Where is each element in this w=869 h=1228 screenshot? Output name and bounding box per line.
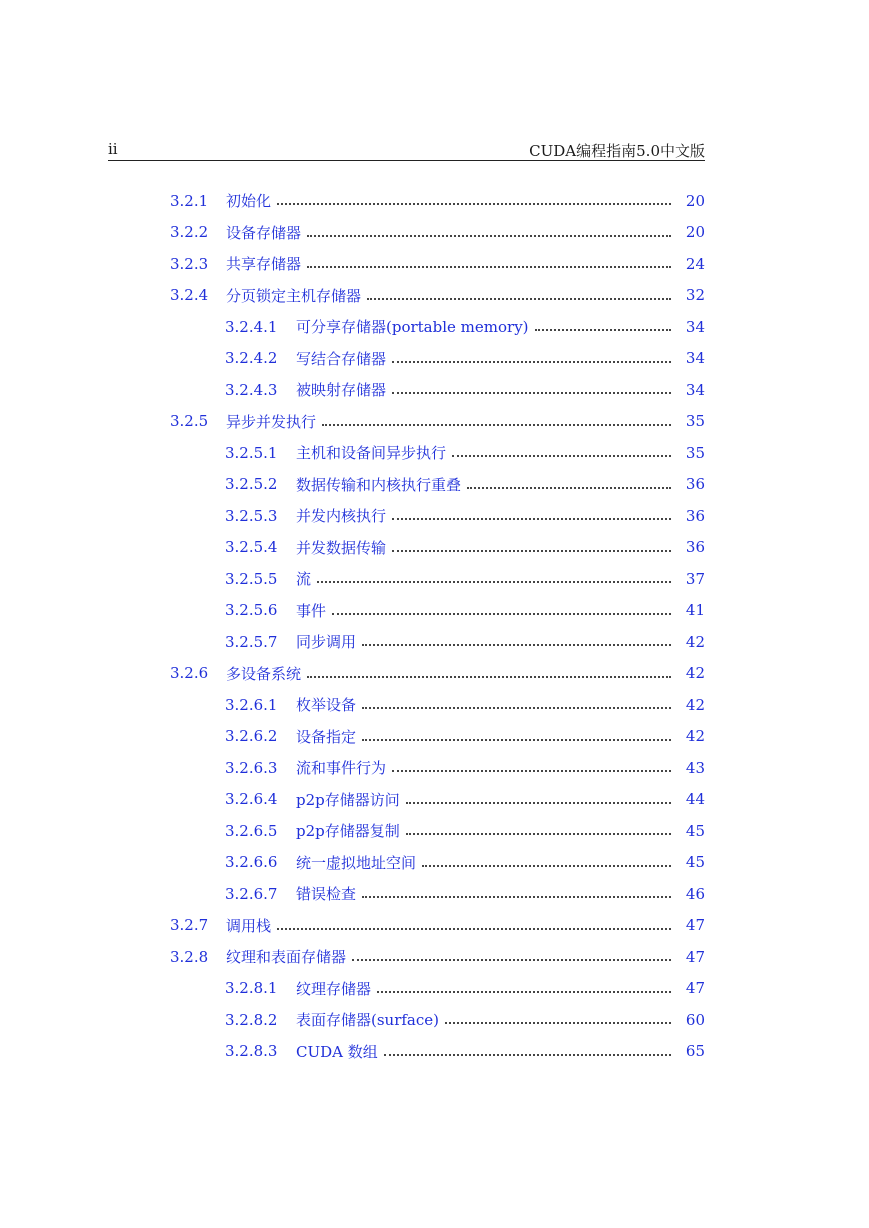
toc-entry-title: 同步调用: [296, 633, 357, 652]
toc-entry-number: 3.2.1: [170, 191, 209, 210]
toc-entry-number: 3.2.4: [170, 286, 209, 305]
toc-entry-page: 60: [685, 1010, 705, 1029]
toc-entry[interactable]: [170, 280, 705, 312]
toc-entry-page: 20: [685, 191, 705, 210]
toc-entry-title: 可分享存储器(portable memory): [296, 318, 529, 337]
toc-entry-number: 3.2.5.2: [225, 475, 278, 494]
dot-leader: [392, 503, 671, 520]
toc-entry-page: 34: [685, 380, 705, 399]
dot-leader: [352, 944, 671, 961]
toc-entry-number: 3.2.5.4: [225, 538, 278, 557]
toc-entry-page: 45: [685, 821, 705, 840]
toc-entry-number: 3.2.5.6: [225, 601, 278, 620]
toc-entry-page: 35: [685, 443, 705, 462]
toc-entry[interactable]: [225, 343, 705, 375]
toc-entry-title: 设备指定: [296, 727, 357, 746]
dot-leader: [307, 251, 671, 268]
toc-entry-number: 3.2.8.3: [225, 1042, 278, 1061]
dot-leader: [452, 440, 671, 457]
toc-entry-number: 3.2.6: [170, 664, 209, 683]
toc-entry-page: 42: [685, 632, 705, 651]
toc-entry-number: 3.2.4.1: [225, 317, 278, 336]
toc-entry-number: 3.2.6.3: [225, 758, 278, 777]
toc-entry-number: 3.2.6.7: [225, 884, 278, 903]
toc-entry[interactable]: [225, 469, 705, 501]
toc-entry[interactable]: [170, 217, 705, 249]
dot-leader: [367, 283, 671, 300]
page-number: ii: [108, 140, 118, 158]
toc-entry-title: 异步并发执行: [226, 412, 317, 431]
toc-entry-page: 20: [685, 223, 705, 242]
toc-entry[interactable]: [225, 1004, 705, 1036]
toc-entry-page: 36: [685, 538, 705, 557]
toc-entry-title: 主机和设备间异步执行: [296, 444, 447, 463]
toc-entry[interactable]: [225, 626, 705, 658]
toc-entry-title: 枚举设备: [296, 696, 357, 715]
dot-leader: [307, 661, 671, 678]
dot-leader: [406, 818, 671, 835]
toc-entry-page: 35: [685, 412, 705, 431]
toc-entry-number: 3.2.6.2: [225, 727, 278, 746]
toc-entry-title: 写结合存储器: [296, 349, 387, 368]
dot-leader: [362, 692, 671, 709]
toc-entry-title: 调用栈: [226, 916, 272, 935]
toc-entry[interactable]: [170, 941, 705, 973]
toc-entry-title: 数据传输和内核执行重叠: [296, 475, 462, 494]
toc-entry-title: 错误检查: [296, 885, 357, 904]
toc-entry[interactable]: [225, 815, 705, 847]
toc-entry[interactable]: [225, 437, 705, 469]
toc-entry[interactable]: [225, 689, 705, 721]
toc-entry-page: 45: [685, 853, 705, 872]
toc-entry[interactable]: [225, 374, 705, 406]
toc-entry-page: 42: [685, 727, 705, 746]
toc-entry-title: 流: [296, 570, 312, 589]
dot-leader: [362, 881, 671, 898]
toc-entry-page: 34: [685, 349, 705, 368]
dot-leader: [467, 472, 671, 489]
dot-leader: [445, 1007, 671, 1024]
toc-entry-number: 3.2.5.1: [225, 443, 278, 462]
toc-entry-title: p2p存储器复制: [296, 822, 400, 841]
dot-leader: [422, 850, 671, 867]
toc-entry-page: 47: [685, 916, 705, 935]
toc-entry-number: 3.2.2: [170, 223, 209, 242]
toc-entry-page: 24: [685, 254, 705, 273]
toc-entry-page: 34: [685, 317, 705, 336]
toc-entry-page: 36: [685, 506, 705, 525]
dot-leader: [384, 1039, 671, 1056]
dot-leader: [317, 566, 671, 583]
toc-entry[interactable]: [225, 595, 705, 627]
toc-entry-page: 42: [685, 695, 705, 714]
page-header: [108, 138, 705, 161]
toc-entry-number: 3.2.6.1: [225, 695, 278, 714]
dot-leader: [277, 188, 671, 205]
toc-entry-title: 统一虚拟地址空间: [296, 853, 417, 872]
toc-entry-number: 3.2.6.4: [225, 790, 278, 809]
toc-entry-title: 初始化: [226, 192, 272, 211]
toc-entry-title: CUDA 数组: [296, 1042, 378, 1061]
toc-entry[interactable]: [225, 784, 705, 816]
dot-leader: [392, 535, 671, 552]
toc-entry-number: 3.2.8.2: [225, 1010, 278, 1029]
toc-entry-title: 流和事件行为: [296, 759, 387, 778]
toc-entry-number: 3.2.5.5: [225, 569, 278, 588]
toc-entry-page: 47: [685, 979, 705, 998]
toc-entry-title: 共享存储器: [226, 255, 302, 274]
toc-entry-number: 3.2.5: [170, 412, 209, 431]
toc-entry-page: 37: [685, 569, 705, 588]
book-title: CUDA编程指南5.0中文版: [529, 142, 705, 160]
dot-leader: [392, 755, 671, 772]
dot-leader: [377, 976, 671, 993]
toc-entry-page: 41: [685, 601, 705, 620]
toc-entry-page: 43: [685, 758, 705, 777]
dot-leader: [332, 598, 671, 615]
toc-entry-title: 设备存储器: [226, 223, 302, 242]
toc-entry[interactable]: [225, 563, 705, 595]
toc-entry-page: 47: [685, 947, 705, 966]
toc-entry-title: 事件: [296, 601, 327, 620]
dot-leader: [362, 724, 671, 741]
dot-leader: [392, 346, 671, 363]
toc-entry-title: 表面存储器(surface): [296, 1011, 440, 1030]
toc-entry[interactable]: [225, 500, 705, 532]
toc-entry-title: 被映射存储器: [296, 381, 387, 400]
dot-leader: [535, 314, 671, 331]
toc-entry-title: 分页锁定主机存储器: [226, 286, 362, 305]
toc-entry-title: 多设备系统: [226, 664, 302, 683]
toc-entry-page: 36: [685, 475, 705, 494]
toc-entry-number: 3.2.8: [170, 947, 209, 966]
toc-entry[interactable]: [225, 847, 705, 879]
toc-entry-number: 3.2.6.6: [225, 853, 278, 872]
toc-entry-title: 纹理和表面存储器: [226, 948, 347, 967]
dot-leader: [362, 629, 671, 646]
toc-entry[interactable]: [170, 406, 705, 438]
toc-entry[interactable]: [225, 532, 705, 564]
dot-leader: [307, 220, 671, 237]
toc-entry[interactable]: [170, 910, 705, 942]
toc-entry[interactable]: [225, 1036, 705, 1068]
toc-entry[interactable]: [225, 878, 705, 910]
dot-leader: [406, 787, 671, 804]
toc-entry-number: 3.2.7: [170, 916, 209, 935]
toc-entry-number: 3.2.4.3: [225, 380, 278, 399]
toc-entry[interactable]: [225, 721, 705, 753]
toc-entry-page: 46: [685, 884, 705, 903]
toc-entry-page: 65: [685, 1042, 705, 1061]
toc-entry-title: p2p存储器访问: [296, 790, 400, 809]
toc-entry-page: 42: [685, 664, 705, 683]
toc-entry-page: 32: [685, 286, 705, 305]
toc-entry-title: 纹理存储器: [296, 979, 372, 998]
toc-entry-number: 3.2.3: [170, 254, 209, 273]
toc-entry[interactable]: [170, 248, 705, 280]
toc-entry[interactable]: [170, 185, 705, 217]
toc-entry[interactable]: [170, 658, 705, 690]
toc-entry-number: 3.2.5.3: [225, 506, 278, 525]
toc-entry-page: 44: [685, 790, 705, 809]
toc-entry[interactable]: [225, 311, 705, 343]
toc-entry-number: 3.2.6.5: [225, 821, 278, 840]
dot-leader: [322, 409, 671, 426]
toc-entry-title: 并发内核执行: [296, 507, 387, 526]
dot-leader: [277, 913, 671, 930]
dot-leader: [392, 377, 671, 394]
toc-entry-number: 3.2.4.2: [225, 349, 278, 368]
toc-entry-number: 3.2.5.7: [225, 632, 278, 651]
toc-entry[interactable]: [225, 973, 705, 1005]
toc-entry-title: 并发数据传输: [296, 538, 387, 557]
toc-entry[interactable]: [225, 752, 705, 784]
toc-entry-number: 3.2.8.1: [225, 979, 278, 998]
